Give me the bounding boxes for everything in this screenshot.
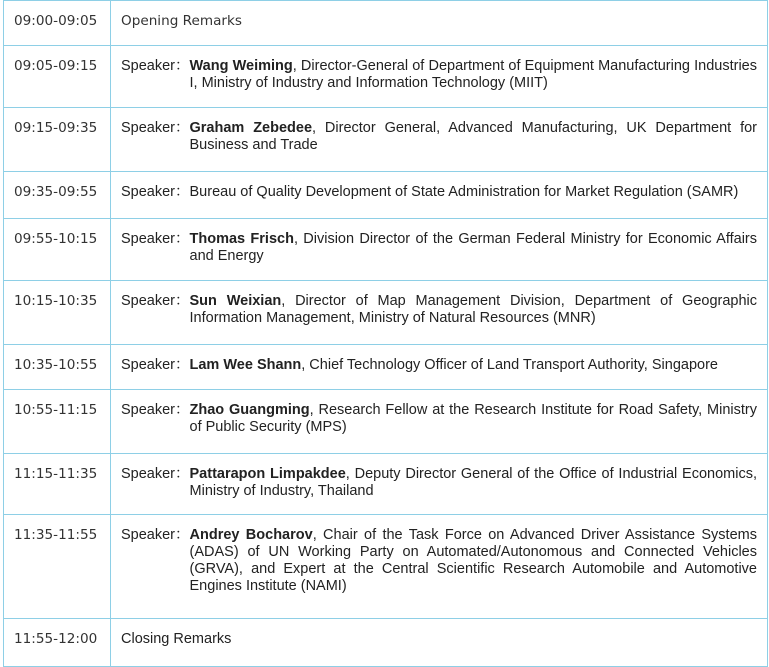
agenda-row	[4, 390, 768, 454]
speaker-cell	[111, 108, 768, 172]
time-cell: 11:55-12:00	[4, 619, 111, 667]
time-cell: 11:15-11:35	[4, 454, 111, 515]
time-cell: 09:15-09:35	[4, 108, 111, 172]
speaker-description: , Deputy Director General of the Office of Industrial Economics, Ministry of Industry, Thailand	[189, 466, 757, 499]
speaker-prefix: Speaker：	[121, 293, 190, 309]
speaker-cell	[111, 281, 768, 345]
agenda-row	[4, 172, 768, 219]
session-title: Closing Remarks	[111, 619, 768, 667]
speaker-description: , Chief Technology Officer of Land Transport Authority, Singapore	[301, 357, 718, 373]
time-cell: 09:05-09:15	[4, 46, 111, 108]
speaker-name: Zhao Guangming	[189, 402, 310, 418]
speaker-prefix: Speaker：	[121, 402, 190, 418]
speaker-prefix: Speaker：	[121, 466, 190, 482]
speaker-cell	[111, 390, 768, 454]
speaker-prefix: Speaker：	[121, 527, 190, 543]
speaker-description: , Director of Map Management Division, Department of Geographic Information Management, Ministry of Natural Resources (MNR)	[189, 293, 757, 326]
agenda-row	[4, 219, 768, 281]
speaker-cell	[111, 345, 768, 390]
speaker-cell	[111, 172, 768, 219]
speaker-name: Lam Wee Shann	[189, 357, 302, 373]
agenda-row	[4, 454, 768, 515]
speaker-description: Bureau of Quality Development of State Administration for Market Regulation (SAMR)	[189, 184, 739, 200]
speaker-cell	[111, 46, 768, 108]
speaker-cell	[111, 454, 768, 515]
speaker-description: , Chair of the Task Force on Advanced Driver Assistance Systems (ADAS) of UN Working Party on Automated/Autonomous and Connected Vehicles (GRVA), and Expert at the Central Scientific Research Automobile and Automotive Engines Institute (NAMI)	[189, 527, 757, 594]
agenda-row	[4, 46, 768, 108]
time-cell: 10:55-11:15	[4, 390, 111, 454]
speaker-description: , Director General, Advanced Manufacturing, UK Department for Business and Trade	[189, 120, 757, 153]
speaker-description: , Division Director of the German Federal Ministry for Economic Affairs and Energy	[189, 231, 758, 264]
time-cell: 09:35-09:55	[4, 172, 111, 219]
speaker-cell	[111, 515, 768, 619]
agenda-row	[4, 345, 768, 390]
speaker-prefix: Speaker：	[121, 120, 190, 136]
speaker-prefix: Speaker：	[121, 357, 190, 373]
time-cell: 10:15-10:35	[4, 281, 111, 345]
speaker-description: , Research Fellow at the Research Institute for Road Safety, Ministry of Public Security (MPS)	[189, 402, 757, 435]
time-cell: 11:35-11:55	[4, 515, 111, 619]
agenda-row	[4, 1, 768, 46]
speaker-name: Wang Weiming	[189, 58, 293, 74]
speaker-description: , Director-General of Department of Equipment Manufacturing Industries I, Ministry of Industry and Information Technology (MIIT)	[189, 58, 757, 91]
speaker-prefix: Speaker：	[121, 58, 190, 74]
time-cell: 09:00-09:05	[4, 1, 111, 46]
session-title: Opening Remarks	[111, 1, 768, 46]
agenda-row	[4, 281, 768, 345]
agenda-table	[3, 0, 768, 667]
speaker-cell	[111, 219, 768, 281]
speaker-name: Graham Zebedee	[189, 120, 313, 136]
speaker-prefix: Speaker：	[121, 231, 190, 247]
speaker-name: Andrey Bocharov	[189, 527, 313, 543]
time-cell: 10:35-10:55	[4, 345, 111, 390]
speaker-name: Sun Weixian	[189, 293, 282, 309]
agenda-row	[4, 619, 768, 667]
speaker-name: Thomas Frisch	[189, 231, 294, 247]
speaker-prefix: Speaker：	[121, 184, 190, 200]
speaker-name: Pattarapon Limpakdee	[189, 466, 346, 482]
agenda-row	[4, 108, 768, 172]
agenda-row	[4, 515, 768, 619]
time-cell: 09:55-10:15	[4, 219, 111, 281]
